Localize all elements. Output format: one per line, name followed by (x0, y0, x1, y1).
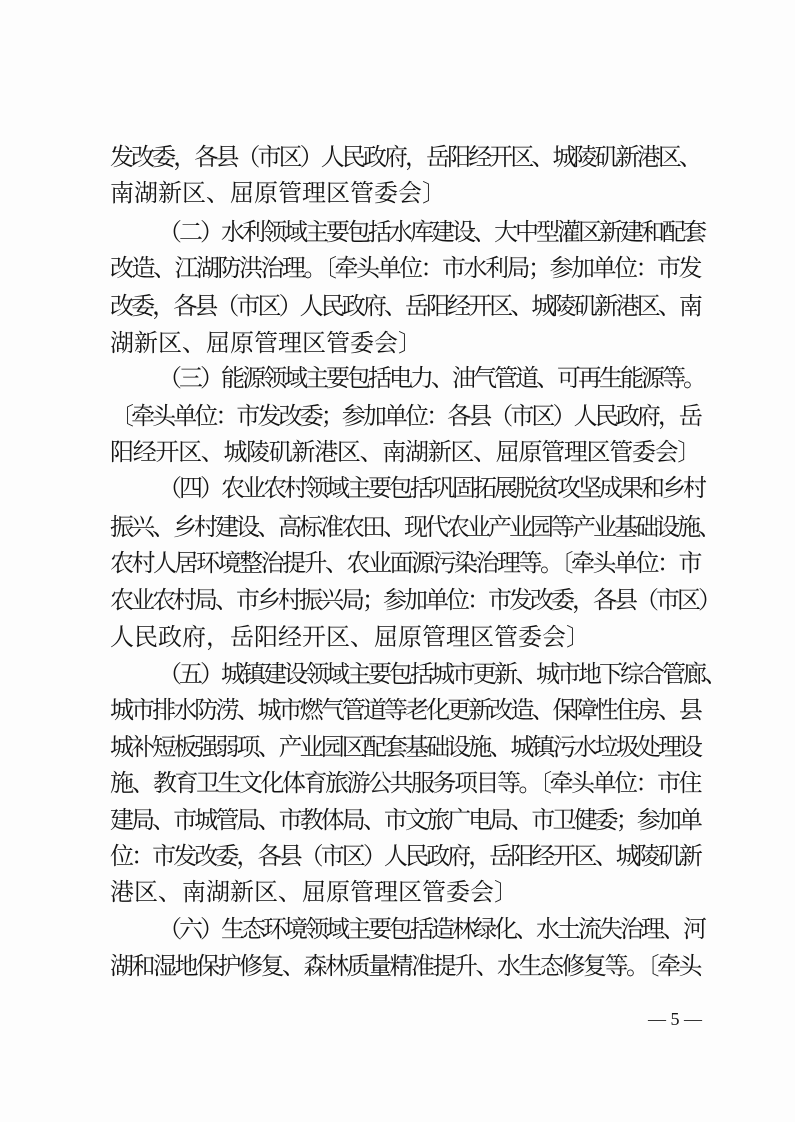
text-line: 农村人居环境整治提升、农业面源污染治理等。〔牵头单位：市 (110, 549, 700, 577)
text-line: 城补短板强弱项、产业园区配套基础设施、城镇污水垃圾处理设 (110, 733, 700, 761)
text-line: 振兴、乡村建设、高标准农田、现代农业产业园等产业基础设施、 (110, 513, 719, 541)
text-line: 施、教育卫生文化体育旅游公共服务项目等。〔牵头单位：市住 (110, 769, 700, 797)
text-line: 建局、市城管局、市教体局、市文旅广电局、市卫健委；参加单 (110, 806, 700, 834)
text-line: 湖和湿地保护修复、森林质量精准提升、水生态修复等。〔牵头 (110, 952, 700, 980)
section-4-heading-line: （四）农业农村领域主要包括巩固拓展脱贫攻坚成果和乡村 (158, 474, 704, 502)
text-line: 农业农村局、市乡村振兴局；参加单位：市发改委，各县（市区） (110, 586, 719, 614)
page-number: — 5 — (648, 1009, 702, 1029)
section-3-heading-line: （三）能源领域主要包括电力、油气管道、可再生能源等。 (158, 364, 704, 392)
text-line: 湖新区、屈原管理区管委会〕 (110, 329, 422, 357)
section-5-heading-line: （五）城镇建设领域主要包括城市更新、城市地下综合管廊、 (158, 660, 725, 688)
text-line: 〔牵头单位：市发改委；参加单位：各县（市区）人民政府，岳 (110, 402, 700, 430)
text-line: 改造、江湖防洪治理。〔牵头单位：市水利局；参加单位：市发 (110, 254, 700, 282)
text-line: 人民政府，岳阳经开区、屈原管理区管委会〕 (110, 623, 590, 651)
text-line: 位：市发改委，各县（市区）人民政府，岳阳经开区、城陵矶新 (110, 842, 700, 870)
text-line: 城市排水防涝、城市燃气管道等老化更新改造、保障性住房、县 (110, 696, 700, 724)
text-line: 南湖新区、屈原管理区管委会〕 (110, 179, 446, 207)
section-6-heading-line: （六）生态环境领域主要包括造林绿化、水土流失治理、河 (158, 915, 704, 943)
text-line: 港区、南湖新区、屈原管理区管委会〕 (110, 878, 518, 906)
text-line: 阳经开区、城陵矶新港区、南湖新区、屈原管理区管委会〕 (110, 438, 700, 466)
text-line: 发改委，各县（市区）人民政府，岳阳经开区、城陵矶新港区、 (110, 143, 700, 171)
section-2-heading-line: （二）水利领域主要包括水库建设、大中型灌区新建和配套 (158, 218, 704, 246)
text-line: 改委，各县（市区）人民政府、岳阳经开区、城陵矶新港区、南 (110, 292, 700, 320)
